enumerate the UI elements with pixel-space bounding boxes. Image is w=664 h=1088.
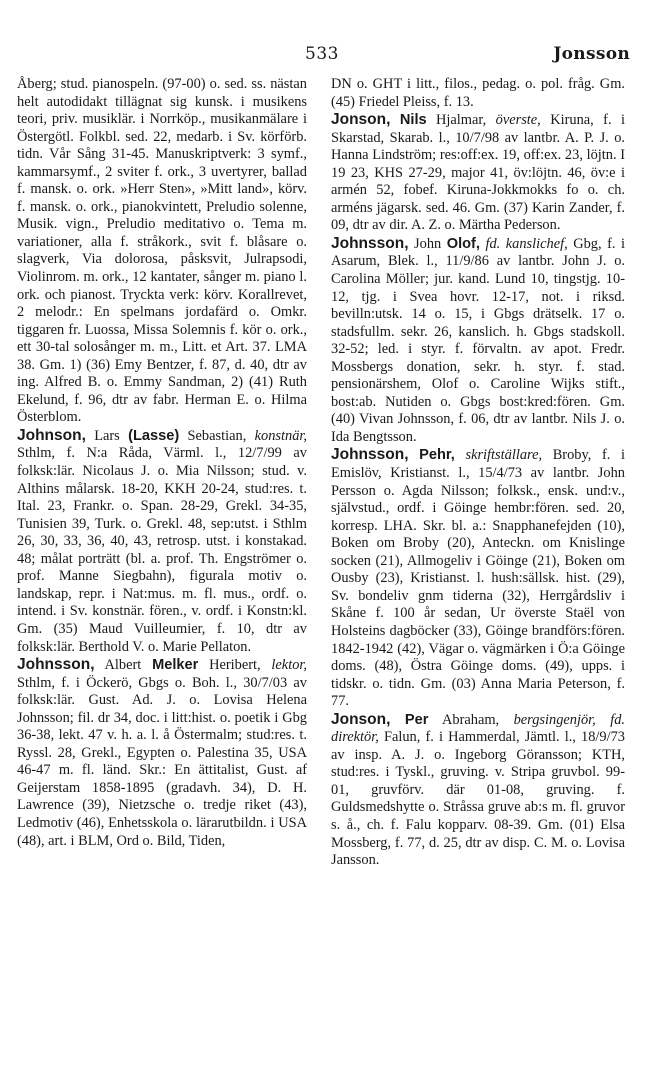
biography-entry — [331, 235, 625, 447]
entry-call-name: Nils — [399, 112, 427, 129]
entry-title: överste, — [495, 112, 541, 129]
entry-title: lektor, — [271, 657, 307, 674]
entry-body: Gbg, f. i Asarum, Blek. l., 11/9/86 av lantbr. John J. o. Carolina Möller; jur. kand. Lund 10, tingstjg. 10-12, tjg. i Svea hovr. 12-17, not. i riksd. bevilln:utsk. 14 o. 15, i Gbgs drätselk. 17 o. stadsfullm. sekr. 26, kanslich. h. Gbgs stadskoll. 32-52; led. i styr. f. förvaltn. av apot. Fredr. Mossbergs donation, sekr. h. styr. f. stad. pensionärshem, Olof o. Caroline Wijks stift., bost:ab. Nutiden o. Gbgs bost:kred:fören. Gm. (40) Vivan Johnsson, f. 06, dtr av lantbr. Nils J. o. Ida Bengtsson. — [331, 235, 625, 445]
entry-surname: Jonson, — [331, 111, 391, 129]
entry-call-name: (Lasse) — [128, 427, 180, 444]
entry-body: Falun, f. i Hammerdal, Jämtl. l., 18/9/73 av insp. A. J. o. Ingeborg Göransson; KTH, stud:res. i Tyskl., gruving. v. Stripa gruvbol. 99-01, gruvförv. där 01-08, gruving. f. Guldsmedshytte o. Stråssa gruve ab:s m. fl. gruvor s. å., ch. f. Falu kopparv. 08-39. Gm. (01) Elsa Mossberg, f. 77, d. 25, dtr av disp. C. M. o. Lovisa Jansson. — [331, 729, 625, 869]
running-head: Jonsson — [553, 44, 630, 64]
entry-body: Broby, f. i Emislöv, Kristianst. l., 15/4/73 av lantbr. John Persson o. Agda Nilsson; folksk., ensk. und:v., självstud., ordf. i Göinge hembr:fören. sed. 20, korresp. LHA. Skr. bl. a.: Snapphanefejden (10), Boken om Broby (20), Anteckn. om Knislinge socken (21), Allmogeliv i Göinge (21), Boken om Ousby (23), Kristianst. l. hush:sällsk. hist. (29), Sv. bondeliv gnm tiderna (32), Herrgårdsliv i Skåne f. 100 år sedan, Ur överste Staël von Holsteins dagböcker (33), Göinge brandförs:fören. 1842-1942 (42), Vägar o. vägmärken i Ö:a Göinge doms. (48), Östra Göinge doms. (49), upps. i tidskr. o. tidn. Gm. (03) Anna Maria Peterson, f. 77. — [331, 447, 625, 710]
entry-title: konstnär, — [254, 427, 307, 444]
entry-surname: Johnson, — [17, 426, 86, 444]
entry-body: Sthlm, f. i Öckerö, Gbgs o. Boh. l., 30/7/03 av folksk:lär. Gust. Ad. J. o. Lovisa Helena Johnsson; fil. dr 34, doc. i litt:hist. o. poetik i Gbg 36-38, lekt. 47 v. h. a. l. å Östermalm; stud:res. t. Ryssl. 28, Grekl., Egypten o. Palestina 35, USA 46-47 m. fl. länd. Skr.: En ättitalist, Gust. af Geijerstam 1858-1895 (gradavh. 34), D. H. Lawrence (39), Nietzsche o. tredje riket (43), Ledmotiv (46), Enhetsskola o. lärarutbildn. i USA (48), art. i BLM, Ord o. Bild, Tiden, — [17, 674, 307, 849]
entry-given-names: John — [408, 235, 447, 252]
entry-given-names — [409, 447, 420, 463]
page-header — [0, 44, 664, 74]
entry-given-names-rest: Abraham, — [428, 711, 514, 728]
entry-surname: Johnsson, — [331, 446, 409, 464]
entry-call-name: Olof, — [446, 235, 480, 252]
page-number: 533 — [305, 44, 339, 64]
continued-entry-text: Åberg; stud. pianospeln. (97-00) o. sed. ss. nästan helt autodidakt tillägnat sig kunsk. i musikens teori, priv. musiklär. i Norrköp., musikanmälare i Östergötl. Folkbl. sed. 22, medarb. i Sv. körförb. tidn. Vår Sång 31-45. Manuskriptverk: 3 symf., kammarsymf., 2 sviter f. ork., 3 uvertyrer, ballad f. mansk. o. ork. »Herr Sten», »Mitt land», körv. f. mansk. o. ork., pianokvintett, Preludio solenne, Musik. vign., Preludio meditativo o. Tema m. variationer, alla f. stråkork., svit f. blåsare o. slagverk, Via dolorosa, påsksvit, Julrapsodi, Violinrom. m. ork., 12 kantater, sånger m. piano l. ork. och pianost. Tryckta verk: körv. Korallrevet, 2 melodr.: En spelmans jordafärd o. Omkr. tiggaren fr. Luossa, Missa Solemnis f. kör o. ork., ett 30-tal solosånger m. m., Litt. et Art. 37. LMA 38. Gm. 1) (36) Emy Bentzer, f. 87, d. 40, dtr av ing. Alfred B. o. Emmy Sandman, 2) (41) Ruth Ekelund, f. 96, dtr av fabr. Herman E. o. Hilma Österblom. — [17, 76, 307, 426]
biography-entry — [17, 656, 307, 850]
entry-body: Kiruna, f. i Skarstad, Skarab. l., 10/7/98 av lantbr. A. P. J. o. Hanna Lindström; res:off:ex. 19, off:ex. 23, löjtn. I 19 23, KHS 27-29, major 41, öv:löjtn. 46, öv:e i armén 52, fobef. Kiruna-Jokkmokks fo o. ch. arméns jägarsk. sed. 46. Gm. (37) Karin Zander, f. 09, dtr av dir. A. Z. o. Märtha Pederson. — [331, 112, 625, 234]
right-column — [331, 76, 625, 870]
biography-entry — [331, 446, 625, 710]
biography-entry — [17, 427, 307, 656]
entry-given-names: Albert — [94, 657, 153, 674]
entry-given-names: Lars — [85, 427, 129, 444]
entry-given-names-rest — [455, 447, 466, 463]
entry-title: bergsingenjör, fd. direktör, — [331, 711, 625, 746]
biography-entry — [331, 111, 625, 235]
entry-body: Sthlm, f. N:a Råda, Värml. l., 12/7/99 av folksk:lär. Nicolaus J. o. Mia Nilsson; stud. v. Althins målarsk. 18-20, KKH 20-24, stud:res. t. Ital. 23, Frankr. o. Span. 28-29, Grekl. 34-35, Tunisien 39, Turk. o. Grekl. 48, sep:utst. i Sthlm 26, 30, 33, 36, 40, 43, retrosp. utst. i konstakad. 48; målat porträtt (bl. a. prof. Th. Engströmer o. prof. Manne Siegbahn), figurala motiv o. landskap, repr. i Nat:mus. m. fl. mus., ordf. o. intend. i Sv. konstnär. fören., v. ordf. i Konstn:kl. Gm. (35) Maud Vuilleumier, f. 10, dtr av folksk:lär. Berthold V. o. Marie Pellaton. — [17, 445, 307, 655]
entry-given-names — [390, 112, 399, 128]
entry-call-name: Per — [404, 711, 429, 728]
entry-given-names-rest: Heribert, — [198, 657, 272, 674]
entry-surname: Jonson, — [331, 710, 391, 728]
entry-surname: Johnsson, — [331, 234, 409, 252]
entry-given-names-rest: Hjalmar, — [426, 112, 496, 129]
biography-entry — [331, 711, 625, 870]
continued-entry-text: DN o. GHT i litt., filos., pedag. o. pol. fråg. Gm. (45) Friedel Pleiss, f. 13. — [331, 76, 625, 110]
left-column — [17, 76, 307, 850]
entry-given-names-rest: Sebastian, — [179, 427, 255, 444]
entry-title: fd. kanslichef, — [485, 235, 568, 252]
entry-call-name: Pehr, — [419, 447, 455, 464]
entry-surname: Johnsson, — [17, 656, 95, 674]
entry-call-name: Melker — [152, 657, 199, 674]
entry-given-names — [390, 712, 404, 728]
entry-title: skriftställare, — [465, 447, 543, 464]
